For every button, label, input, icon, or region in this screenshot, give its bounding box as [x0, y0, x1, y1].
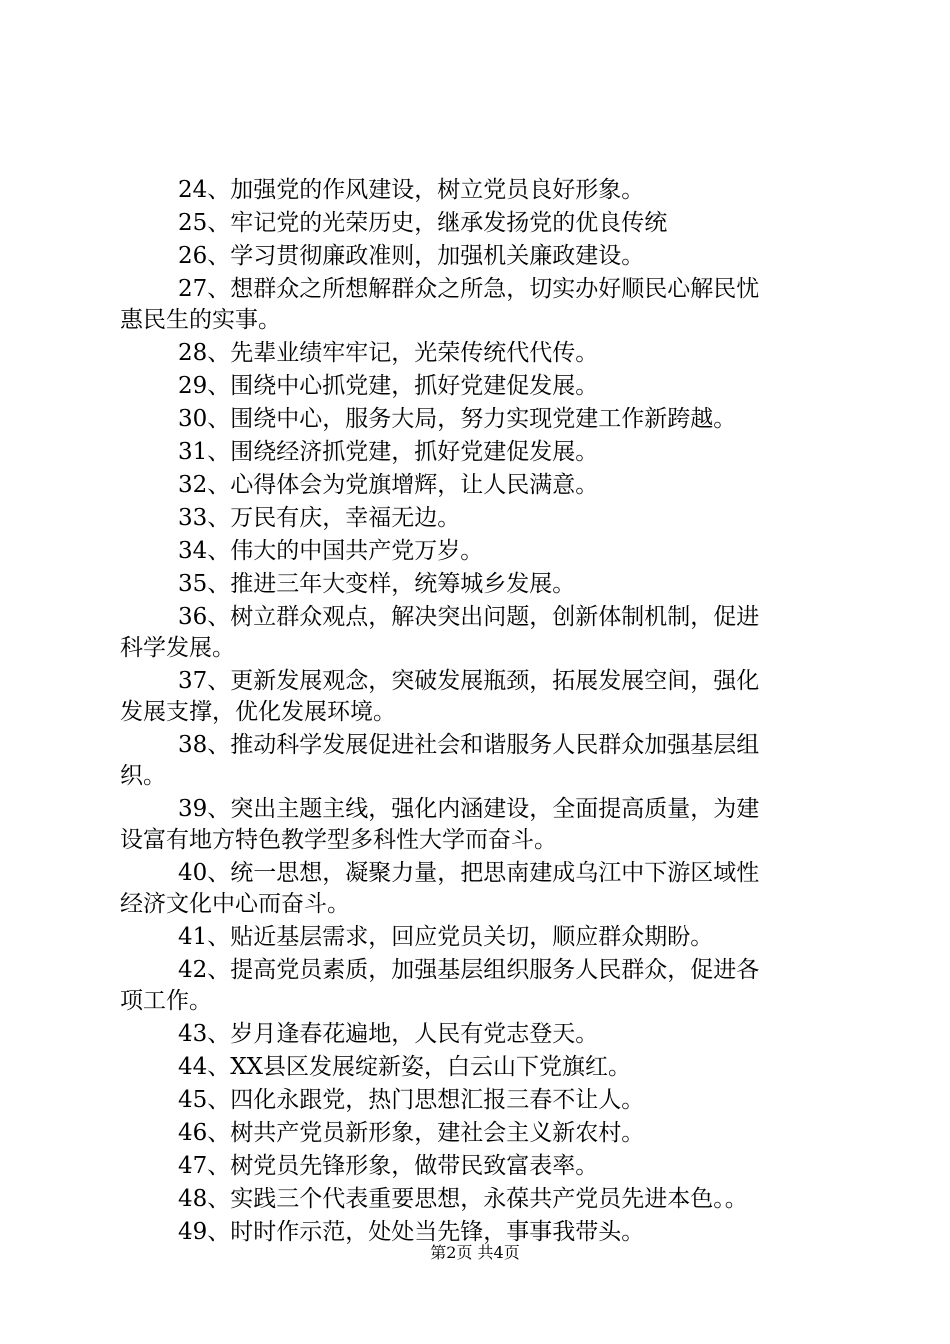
- paragraph-line: 30、围绕中心，服务大局，努力实现党建工作新跨越。: [178, 406, 737, 432]
- paragraph-line: 37、更新发展观念，突破发展瓶颈，拓展发展空间，强化: [178, 668, 760, 694]
- paragraph-line: 36、树立群众观点，解决突出问题，创新体制机制，促进: [178, 604, 760, 630]
- paragraph-continuation-line: 惠民生的实事。: [120, 307, 281, 333]
- paragraph-line: 33、万民有庆，幸福无边。: [178, 505, 461, 531]
- paragraph-continuation-line: 发展支撑，优化发展环境。: [120, 699, 396, 725]
- paragraph-line: 26、学习贯彻廉政准则，加强机关廉政建设。: [178, 243, 645, 269]
- paragraph-line: 32、心得体会为党旗增辉，让人民满意。: [178, 472, 599, 498]
- paragraph-continuation-line: 设富有地方特色教学型多科性大学而奋斗。: [120, 827, 557, 853]
- paragraph-continuation-line: 织。: [120, 763, 166, 789]
- paragraph-line: 41、贴近基层需求，回应党员关切，顺应群众期盼。: [178, 924, 714, 950]
- page-footer: 第2页 共4页: [430, 1243, 520, 1262]
- paragraph-line: 40、统一思想，凝聚力量，把思南建成乌江中下游区域性: [178, 860, 760, 886]
- paragraph-line: 44、XX县区发展绽新姿，白云山下党旗红。: [178, 1054, 632, 1080]
- paragraph-line: 35、推进三年大变样，统筹城乡发展。: [178, 571, 576, 597]
- paragraph-line: 29、围绕中心抓党建，抓好党建促发展。: [178, 373, 599, 399]
- paragraph-line: 48、实践三个代表重要思想，永葆共产党员先进本色。。: [178, 1186, 748, 1212]
- paragraph-line: 28、先辈业绩牢牢记，光荣传统代代传。: [178, 340, 599, 366]
- paragraph-line: 45、四化永跟党，热门思想汇报三春不让人。: [178, 1087, 645, 1113]
- paragraph-line: 31、围绕经济抓党建，抓好党建促发展。: [178, 439, 599, 465]
- paragraph-continuation-line: 项工作。: [120, 988, 212, 1014]
- paragraph-line: 24、加强党的作风建设，树立党员良好形象。: [178, 177, 645, 203]
- paragraph-line: 47、树党员先锋形象，做带民致富表率。: [178, 1153, 599, 1179]
- paragraph-continuation-line: 科学发展。: [120, 635, 235, 661]
- paragraph-line: 39、突出主题主线，强化内涵建设，全面提高质量，为建: [178, 796, 760, 822]
- paragraph-line: 34、伟大的中国共产党万岁。: [178, 538, 484, 564]
- paragraph-line: 49、时时作示范，处处当先锋，事事我带头。: [178, 1219, 645, 1245]
- paragraph-continuation-line: 经济文化中心而奋斗。: [120, 891, 350, 917]
- paragraph-line: 25、牢记党的光荣历史，继承发扬党的优良传统: [178, 210, 668, 236]
- paragraph-line: 42、提高党员素质，加强基层组织服务人民群众，促进各: [178, 957, 760, 983]
- document-body: [120, 175, 832, 1248]
- paragraph-line: 43、岁月逢春花遍地，人民有党志登天。: [178, 1021, 599, 1047]
- paragraph-line: 46、树共产党员新形象，建社会主义新农村。: [178, 1120, 645, 1146]
- paragraph-line: 27、想群众之所想解群众之所急，切实办好顺民心解民忧: [178, 276, 760, 302]
- paragraph-line: 38、推动科学发展促进社会和谐服务人民群众加强基层组: [178, 732, 760, 758]
